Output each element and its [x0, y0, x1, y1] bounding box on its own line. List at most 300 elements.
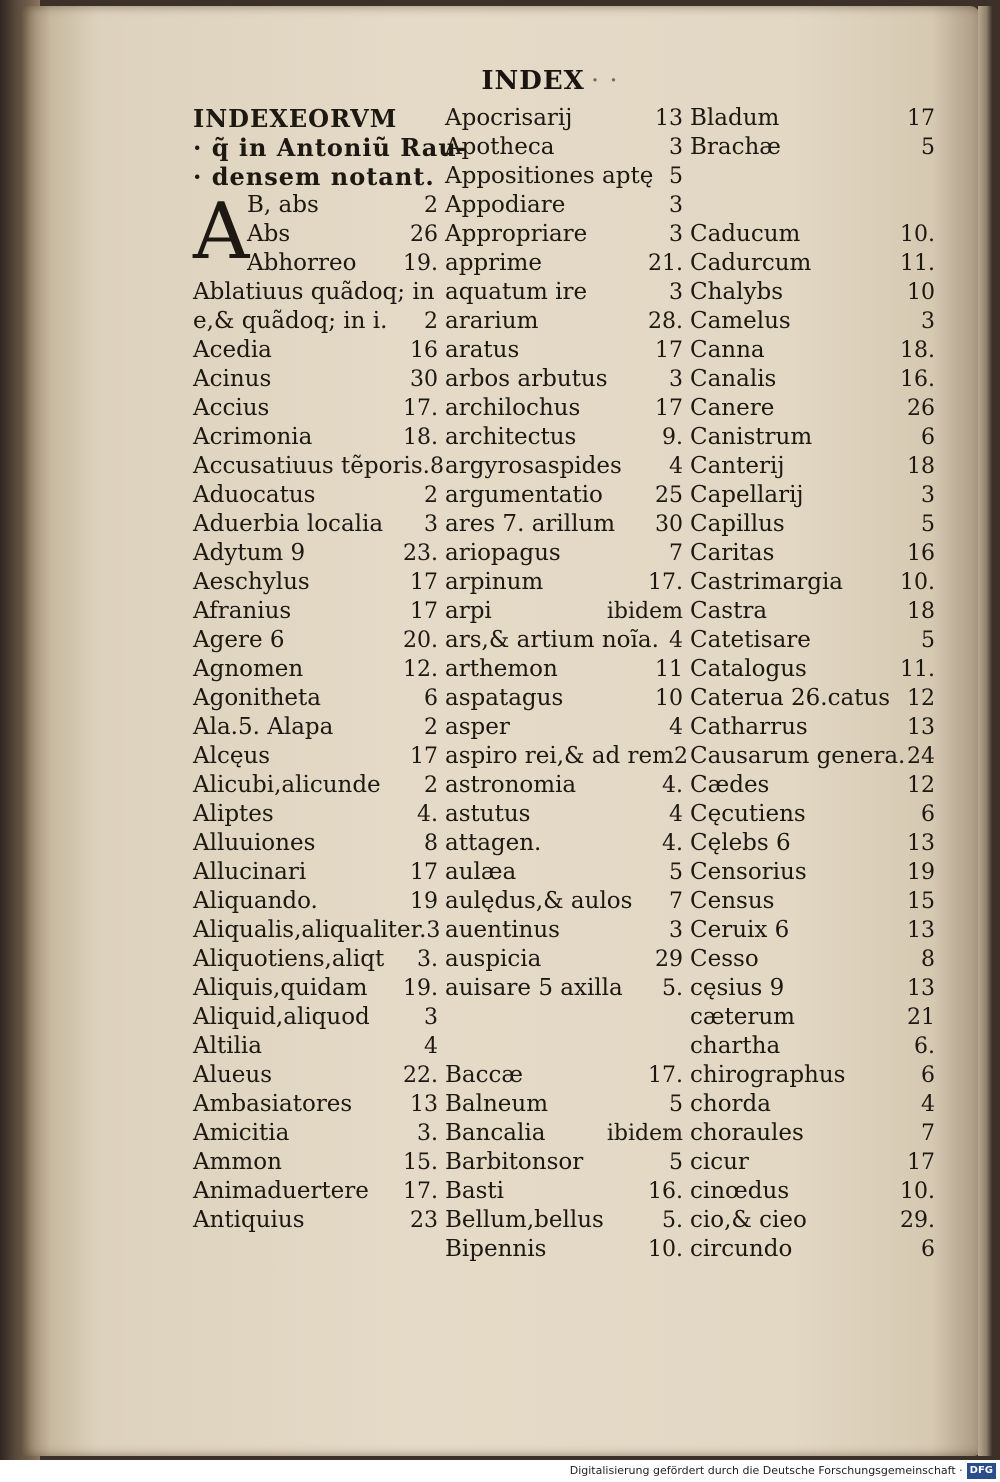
- entry-page-number: 4: [669, 628, 683, 653]
- index-entry: [445, 771, 683, 800]
- index-entry: [193, 1090, 438, 1119]
- dfg-logo: DFG: [967, 1463, 996, 1479]
- entry-term: attagen.: [445, 830, 542, 856]
- entry-page-number: 8: [424, 831, 438, 856]
- dropcap-block: [193, 187, 438, 278]
- entry-term: Barbitonsor: [445, 1149, 584, 1175]
- entry-page-number: 17: [907, 106, 935, 131]
- index-entry: [193, 307, 438, 336]
- index-entry: [445, 1177, 683, 1206]
- entry-page-number: 6: [921, 1237, 935, 1262]
- index-entry: [445, 597, 683, 626]
- index-entry: [690, 510, 935, 539]
- entry-term: Appropriare: [445, 221, 588, 247]
- entry-page-number: 5.: [662, 1208, 683, 1233]
- entry-term: auentinus: [445, 917, 560, 943]
- entry-term: e,& quãdoq; in i.: [193, 308, 388, 334]
- entry-page-number: 15: [907, 889, 935, 914]
- entry-page-number: 3: [669, 193, 683, 218]
- entry-page-number: 4: [669, 802, 683, 827]
- entry-page-number: 23.: [403, 541, 438, 566]
- entry-term: architectus: [445, 424, 577, 450]
- dropcap-letter: A: [193, 187, 250, 277]
- index-entry: [193, 742, 438, 771]
- index-entry: [690, 162, 935, 191]
- entry-term: Castrimargia: [690, 569, 844, 595]
- index-entry: [690, 713, 935, 742]
- index-entry: [445, 481, 683, 510]
- entry-term: Agere 6: [193, 627, 285, 653]
- entry-page-number: 11.: [900, 657, 935, 682]
- index-entry: [690, 974, 935, 1003]
- entry-term: Appodiare: [445, 192, 566, 218]
- index-column-1: [193, 104, 468, 1235]
- entry-term: aulæa: [445, 859, 517, 885]
- entry-term: Aliqualis,aliqualiter.: [193, 917, 427, 943]
- entry-term: Alicubi,alicunde: [193, 772, 381, 798]
- entry-page-number: 5: [669, 860, 683, 885]
- entry-page-number: ibidem: [606, 599, 683, 624]
- index-entry: [445, 278, 683, 307]
- entry-page-number: 13: [655, 106, 683, 131]
- entry-term: arbos arbutus: [445, 366, 608, 392]
- entry-term: arthemon: [445, 656, 558, 682]
- entry-term: ares 7. arillum: [445, 511, 616, 537]
- entry-term: Catharrus: [690, 714, 808, 740]
- index-column-2: [445, 104, 688, 1264]
- index-entry: [445, 858, 683, 887]
- entry-term: cio,& cieo: [690, 1207, 807, 1233]
- entry-term: Cęlebs 6: [690, 830, 791, 856]
- index-entry: [690, 800, 935, 829]
- entry-term: cæterum: [690, 1004, 795, 1030]
- entry-term: asper: [445, 714, 510, 740]
- entry-term: Bancalia: [445, 1120, 546, 1146]
- entry-term: auisare 5 axilla: [445, 975, 623, 1001]
- index-entry: [193, 1032, 438, 1061]
- entry-page-number: 13: [410, 1092, 438, 1117]
- index-entry: [445, 307, 683, 336]
- index-entry: [193, 539, 438, 568]
- entry-page-number: 28.: [648, 309, 683, 334]
- entry-page-number: 3: [669, 918, 683, 943]
- index-entry: [193, 626, 438, 655]
- entry-page-number: 4.: [417, 802, 438, 827]
- page-header: [0, 66, 1000, 96]
- entry-page-number: 21: [907, 1005, 935, 1030]
- entry-term: chartha: [690, 1033, 781, 1059]
- entry-term: Aduocatus: [193, 482, 316, 508]
- index-entry: [445, 452, 683, 481]
- entry-page-number: 17: [410, 570, 438, 595]
- entry-term: Aliptes: [193, 801, 274, 827]
- index-entry: [690, 1032, 935, 1061]
- index-entry: [445, 249, 683, 278]
- entry-page-number: 10.: [900, 1179, 935, 1204]
- entry-term: Aliquando.: [193, 888, 318, 914]
- entry-term: Cadurcum: [690, 250, 812, 276]
- entry-term: Canterij: [690, 453, 785, 479]
- entry-term: Capellarij: [690, 482, 804, 508]
- entry-page-number: 17: [655, 396, 683, 421]
- index-entry: [193, 510, 438, 539]
- entry-page-number: 24: [907, 744, 935, 769]
- entry-page-number: 17: [907, 1150, 935, 1175]
- index-entry: [193, 829, 438, 858]
- index-entry: [445, 1148, 683, 1177]
- entry-term: Bipennis: [445, 1236, 547, 1262]
- entry-term: aquatum ire: [445, 279, 588, 305]
- entry-term: astutus: [445, 801, 531, 827]
- index-entry: [690, 133, 935, 162]
- entry-term: aspatagus: [445, 685, 564, 711]
- index-entry: [690, 307, 935, 336]
- entry-page-number: 2: [673, 744, 688, 769]
- entry-term: Altilia: [193, 1033, 262, 1059]
- index-entry: [690, 626, 935, 655]
- entry-term: ariopagus: [445, 540, 561, 566]
- entry-term: Amicitia: [193, 1120, 290, 1146]
- entry-term: Aliquid,aliquod: [193, 1004, 370, 1030]
- index-entry: [193, 800, 438, 829]
- entry-page-number: 17.: [403, 396, 438, 421]
- index-entry: [445, 104, 683, 133]
- entry-term: Bellum,bellus: [445, 1207, 604, 1233]
- entry-term: Abs: [247, 221, 291, 247]
- index-entry: [690, 423, 935, 452]
- entry-term: cęsius 9: [690, 975, 785, 1001]
- entry-term: Allucinari: [193, 859, 307, 885]
- index-entry: [193, 1177, 438, 1206]
- entry-term: astronomia: [445, 772, 577, 798]
- index-entry: [690, 278, 935, 307]
- entry-page-number: 5: [921, 628, 935, 653]
- entry-term: aspiro rei,& ad rem: [445, 743, 674, 769]
- entry-page-number: 21.: [648, 251, 683, 276]
- index-entry: [193, 1061, 438, 1090]
- entry-term: Aeschylus: [193, 569, 310, 595]
- footer-text: Digitalisierung gefördert durch die Deutsche Forschungsgemeinschaft ·: [569, 1464, 963, 1477]
- entry-page-number: 6.: [914, 1034, 935, 1059]
- index-entry: [690, 1119, 935, 1148]
- entry-term: arpinum: [445, 569, 544, 595]
- entry-page-number: 30: [655, 512, 683, 537]
- entry-term: Caritas: [690, 540, 775, 566]
- entry-term: arpi: [445, 598, 492, 624]
- entry-term: Animaduertere: [193, 1178, 369, 1204]
- index-entry: [445, 916, 683, 945]
- index-entry: [193, 452, 444, 481]
- entry-term: Alluuiones: [193, 830, 316, 856]
- entry-page-number: 5: [669, 1150, 683, 1175]
- entry-page-number: 5: [921, 135, 935, 160]
- entry-term: Acinus: [193, 366, 272, 392]
- entry-term: apprime: [445, 250, 542, 276]
- index-entry: [445, 974, 683, 1003]
- entry-page-number: 29: [655, 947, 683, 972]
- index-entry: [445, 713, 683, 742]
- entry-term: circundo: [690, 1236, 793, 1262]
- entry-term: ararium: [445, 308, 539, 334]
- index-entry: [193, 1206, 438, 1235]
- entry-page-number: 19: [410, 889, 438, 914]
- entry-page-number: 6: [424, 686, 438, 711]
- entry-term: Ambasiatores: [193, 1091, 353, 1117]
- entry-term: chorda: [690, 1091, 771, 1117]
- index-entry: [445, 423, 683, 452]
- entry-term: Cesso: [690, 946, 759, 972]
- entry-term: Aliquis,quidam: [193, 975, 368, 1001]
- header-title: INDEX: [481, 66, 585, 96]
- entry-term: Alueus: [193, 1062, 273, 1088]
- entry-page-number: 22.: [403, 1063, 438, 1088]
- entry-term: · q̃ in Antoniũ Rau-: [193, 133, 468, 162]
- index-entry: [690, 858, 935, 887]
- index-entry: [445, 133, 683, 162]
- entry-page-number: 17.: [648, 1063, 683, 1088]
- index-entry: [690, 1090, 935, 1119]
- index-entry: [690, 336, 935, 365]
- index-entry: [445, 220, 683, 249]
- entry-term: Castra: [690, 598, 768, 624]
- index-entry: [690, 539, 935, 568]
- entry-page-number: 10.: [900, 570, 935, 595]
- index-entry: [690, 684, 935, 713]
- entry-term: Chalybs: [690, 279, 783, 305]
- index-entry: [690, 191, 935, 220]
- index-entry: [193, 423, 438, 452]
- entry-term: argumentatio: [445, 482, 603, 508]
- index-entry: [445, 1061, 683, 1090]
- entry-term: Capillus: [690, 511, 785, 537]
- entry-page-number: 16: [907, 541, 935, 566]
- index-entry: [193, 104, 438, 133]
- index-entry: [445, 742, 688, 771]
- entry-term: Cęcutiens: [690, 801, 806, 827]
- entry-page-number: 17: [655, 338, 683, 363]
- entry-term: archilochus: [445, 395, 581, 421]
- index-entry: [690, 249, 935, 278]
- entry-page-number: 12.: [403, 657, 438, 682]
- entry-page-number: 29.: [900, 1208, 935, 1233]
- index-entry: [690, 655, 935, 684]
- entry-term: ars,& artium noĩa.: [445, 627, 659, 653]
- entry-page-number: 13: [907, 715, 935, 740]
- entry-term: Caterua 26.catus: [690, 685, 891, 711]
- index-entry: [247, 191, 438, 220]
- index-entry: [445, 1090, 683, 1119]
- entry-page-number: 4: [669, 454, 683, 479]
- entry-page-number: ibidem: [606, 1121, 683, 1146]
- entry-page-number: 3: [669, 367, 683, 392]
- entry-page-number: 6: [921, 425, 935, 450]
- index-entry: [193, 336, 438, 365]
- entry-term: cicur: [690, 1149, 749, 1175]
- index-entry: [247, 220, 438, 249]
- entry-page-number: 2: [424, 193, 438, 218]
- entry-term: Alcęus: [193, 743, 271, 769]
- entry-page-number: 13: [907, 831, 935, 856]
- entry-page-number: 2: [424, 483, 438, 508]
- index-entry: [690, 394, 935, 423]
- entry-page-number: 16.: [900, 367, 935, 392]
- index-entry: [193, 597, 438, 626]
- index-entry: [445, 684, 683, 713]
- entry-term: Apotheca: [445, 134, 555, 160]
- index-entry: [247, 249, 438, 278]
- index-entry: [193, 684, 438, 713]
- entry-page-number: 2: [424, 773, 438, 798]
- entry-term: Censorius: [690, 859, 807, 885]
- index-entry: [690, 452, 935, 481]
- index-entry: [445, 800, 683, 829]
- index-entry: [445, 510, 683, 539]
- entry-page-number: 4: [669, 715, 683, 740]
- entry-page-number: 17.: [648, 570, 683, 595]
- index-entry: [445, 191, 683, 220]
- entry-term: Balneum: [445, 1091, 549, 1117]
- entry-page-number: 8: [429, 454, 444, 479]
- entry-page-number: 17: [410, 860, 438, 885]
- index-entry: [193, 568, 438, 597]
- entry-term: Acedia: [193, 337, 272, 363]
- entry-term: Agonitheta: [193, 685, 321, 711]
- index-entry: [445, 365, 683, 394]
- entry-page-number: 30: [410, 367, 438, 392]
- entry-page-number: 11: [655, 657, 683, 682]
- entry-page-number: 16.: [648, 1179, 683, 1204]
- entry-term: aulędus,& aulos: [445, 888, 633, 914]
- entry-page-number: 19: [907, 860, 935, 885]
- digitization-footer: [0, 1460, 1000, 1482]
- index-column-3: [690, 104, 935, 1264]
- index-entry: [193, 945, 438, 974]
- index-entry: [690, 481, 935, 510]
- entry-page-number: 18.: [403, 425, 438, 450]
- entry-page-number: 18.: [900, 338, 935, 363]
- entry-page-number: 16: [410, 338, 438, 363]
- entry-term: Aliquotiens,aliqt: [193, 946, 385, 972]
- entry-page-number: 26: [907, 396, 935, 421]
- entry-page-number: 9.: [662, 425, 683, 450]
- entry-term: Abhorreo: [247, 250, 357, 276]
- entry-term: Catetisare: [690, 627, 811, 653]
- entry-page-number: 17: [410, 744, 438, 769]
- index-entry: [193, 1119, 438, 1148]
- header-dots: · ·: [590, 66, 619, 96]
- index-entry: [445, 162, 683, 191]
- index-entry: [445, 829, 683, 858]
- index-entry: [193, 278, 438, 307]
- entry-term: Accusatiuus tẽporis.: [193, 453, 430, 479]
- index-entry: [690, 1003, 935, 1032]
- index-entry: [193, 365, 438, 394]
- entry-term: chirographus: [690, 1062, 846, 1088]
- entry-page-number: 12: [907, 686, 935, 711]
- entry-page-number: 3: [424, 1005, 438, 1030]
- entry-term: choraules: [690, 1120, 804, 1146]
- entry-term: B, abs: [247, 192, 319, 218]
- index-entry: [690, 771, 935, 800]
- index-entry: [193, 771, 438, 800]
- entry-term: Basti: [445, 1178, 505, 1204]
- index-entry: [690, 597, 935, 626]
- entry-page-number: 3.: [417, 947, 438, 972]
- entry-term: Antiquius: [193, 1207, 305, 1233]
- index-entry: [193, 713, 438, 742]
- entry-page-number: 26: [410, 222, 438, 247]
- entry-term: Afranius: [193, 598, 292, 624]
- entry-page-number: 3: [424, 512, 438, 537]
- index-entry: [193, 858, 438, 887]
- entry-page-number: 6: [921, 1063, 935, 1088]
- entry-page-number: 10.: [648, 1237, 683, 1262]
- index-entry: [690, 1206, 935, 1235]
- index-entry: [193, 916, 441, 945]
- index-entry: [690, 220, 935, 249]
- entry-page-number: 5: [921, 512, 935, 537]
- entry-page-number: 10.: [900, 222, 935, 247]
- entry-term: Accius: [193, 395, 270, 421]
- entry-term: Adytum 9: [193, 540, 306, 566]
- index-entry: [445, 539, 683, 568]
- entry-page-number: 18: [907, 599, 935, 624]
- entry-term: cinœdus: [690, 1178, 790, 1204]
- index-entry: [193, 974, 438, 1003]
- index-entry: [193, 133, 468, 162]
- entry-page-number: 19.: [403, 976, 438, 1001]
- index-entry: [690, 916, 935, 945]
- entry-page-number: 2: [424, 715, 438, 740]
- index-entry: [690, 104, 935, 133]
- index-entry: [445, 1206, 683, 1235]
- entry-term: Canalis: [690, 366, 777, 392]
- page-edge: [978, 6, 992, 1456]
- index-entry: [690, 1177, 935, 1206]
- entry-page-number: 13: [907, 976, 935, 1001]
- index-entry: [445, 1032, 683, 1061]
- entry-page-number: 3: [669, 222, 683, 247]
- entry-term: Apocrisarij: [445, 105, 573, 131]
- entry-page-number: 23: [410, 1208, 438, 1233]
- entry-term: INDEXEORVM: [193, 104, 398, 133]
- entry-term: Camelus: [690, 308, 791, 334]
- index-entry: [690, 1235, 935, 1264]
- entry-page-number: 20.: [403, 628, 438, 653]
- entry-page-number: 7: [669, 889, 683, 914]
- index-entry: [445, 945, 683, 974]
- entry-page-number: 4.: [662, 773, 683, 798]
- entry-page-number: 3: [921, 483, 935, 508]
- entry-term: Baccæ: [445, 1062, 523, 1088]
- entry-page-number: 2: [424, 309, 438, 334]
- entry-page-number: 3: [669, 280, 683, 305]
- entry-page-number: 7: [921, 1121, 935, 1146]
- index-entry: [193, 481, 438, 510]
- entry-page-number: 3.: [417, 1121, 438, 1146]
- index-entry: [193, 394, 438, 423]
- index-entry: [690, 945, 935, 974]
- index-entry: [690, 1148, 935, 1177]
- entry-term: Aduerbia localia: [193, 511, 384, 537]
- entry-page-number: 3: [669, 135, 683, 160]
- entry-term: argyrosaspides: [445, 453, 622, 479]
- index-entry: [193, 887, 438, 916]
- entry-page-number: 13: [907, 918, 935, 943]
- entry-page-number: 10: [655, 686, 683, 711]
- entry-term: Appositiones aptę: [445, 163, 654, 189]
- entry-page-number: 17: [410, 599, 438, 624]
